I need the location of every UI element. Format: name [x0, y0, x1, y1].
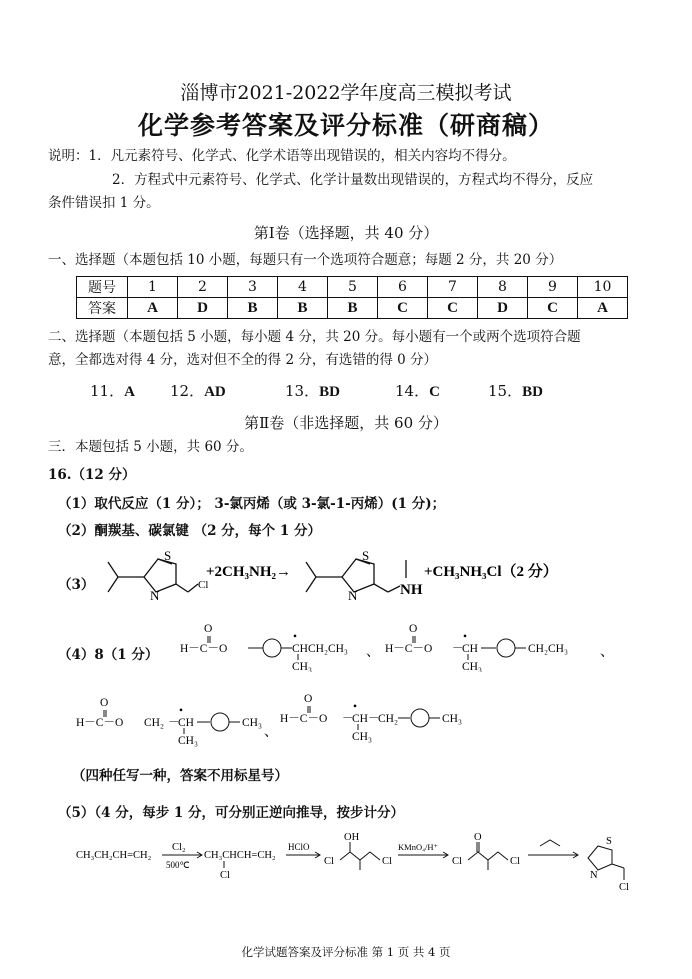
dash-label: － — [342, 713, 354, 725]
formate-group-label: H－C－O — [385, 643, 433, 655]
answer-cell: C — [428, 298, 478, 319]
q16-answer-2: （2）酮羰基、碳氯键 （2 分，每个 1 分） — [58, 523, 321, 539]
bond-line — [612, 864, 624, 868]
benzene-ring — [211, 713, 229, 731]
answer-cell: C — [378, 298, 428, 319]
section2-description-a: 二、选择题（本题包括 5 小题，每小题 4 分，共 20 分。每小题有一个或两个选项符合题 — [48, 329, 581, 345]
multi-answer-item — [90, 380, 135, 401]
hydroxyl-label: OH — [344, 832, 360, 843]
methyl-label: CH₃ — [242, 717, 262, 729]
answer-cell: A — [128, 298, 178, 319]
formate-group-label: H－C－O — [280, 713, 328, 725]
nh-label: NH — [400, 582, 423, 598]
question-number: 5 — [328, 277, 378, 298]
multi-answer-number: 11． — [90, 382, 125, 400]
table-header-number: 题号 — [77, 277, 128, 298]
sulfur-atom-label: S — [362, 548, 370, 563]
separator: 、 — [264, 725, 278, 740]
multi-answer-item — [395, 380, 440, 401]
isomer-structures-row-2 — [76, 692, 676, 752]
note-item-2b: 条件错误扣 1 分。 — [48, 195, 160, 211]
part2-heading: 第Ⅱ卷（非选择题，共 60 分） — [244, 414, 448, 432]
answer-cell: D — [478, 298, 528, 319]
note-item-1: 1．凡元素符号、化学式、化学术语等出现错误的，相关内容均不得分。 — [88, 148, 516, 164]
formate-group-label: H－C－O — [180, 643, 228, 655]
multi-answer-value: A — [124, 384, 135, 400]
notes-label: 说明： — [48, 148, 89, 164]
question-number: 7 — [428, 277, 478, 298]
reagent-text: +2CH₃NH₂→ — [206, 564, 292, 580]
answer-table — [76, 276, 628, 319]
chlorine-atom-label: Cl — [324, 856, 334, 867]
formate-group-label: H－C－O — [76, 717, 124, 729]
question-number: 6 — [378, 277, 428, 298]
part1-heading: 第Ⅰ卷（选择题，共 40 分） — [253, 224, 439, 242]
answer-cell: D — [178, 298, 228, 319]
carbon-chain — [340, 852, 380, 860]
isomer-structures-row-1 — [180, 620, 690, 672]
section1-description: 一、选择题（本题包括 10 小题，每题只有一个选项符合题意；每题 2 分，共 20 分） — [48, 252, 563, 268]
answer-cell: B — [278, 298, 328, 319]
condition-cl2: Cl₂ — [172, 842, 186, 853]
ethyl-label: CH₂CH₃ — [528, 643, 568, 655]
question-number: 4 — [278, 277, 328, 298]
methyl-label: CH₃ — [352, 731, 372, 743]
note-item-2a: 2．方程式中元素符号、化学式、化学计量数出现错误的，方程式均不得分，反应 — [112, 172, 594, 188]
ch-label: CH — [462, 643, 478, 655]
carbonyl-o-label: O — [100, 697, 109, 709]
question-16-title: 16.（12 分） — [48, 467, 136, 483]
nitrogen-atom-label: N — [348, 588, 358, 603]
separator: 、 — [600, 645, 614, 660]
section2-description-b: 意，全都选对得 4 分，选对但不全的得 2 分，有选错的得 0 分） — [48, 352, 438, 368]
carbonyl-o-label: O — [204, 623, 213, 635]
multi-answer-number: 13． — [285, 382, 320, 400]
stereocenter-dot: • — [179, 705, 184, 717]
question-number: 1 — [128, 277, 178, 298]
multi-answer-value: BD — [319, 384, 340, 400]
multi-answer-value: C — [429, 384, 440, 400]
separator: 、 — [366, 645, 380, 660]
benzene-ring — [263, 639, 281, 657]
benzene-ring — [411, 709, 429, 727]
answer-table-number-row — [77, 277, 628, 298]
multi-answer-item — [170, 380, 226, 401]
carbonyl-o-label: O — [409, 623, 418, 635]
methyl-label: CH₃ — [178, 735, 198, 747]
stereocenter-dot: • — [353, 701, 358, 713]
methyl-label: CH₃ — [442, 713, 462, 725]
sulfur-atom-label: S — [606, 836, 612, 847]
question-number: 10 — [578, 277, 628, 298]
carbonyl-o-label: O — [474, 832, 482, 843]
chlorine-atom-label: Cl — [452, 856, 462, 867]
dash-label: － — [452, 643, 464, 655]
condition-temperature: 500℃ — [166, 860, 190, 870]
chain-label: CHCH₂CH₃ — [292, 643, 348, 655]
question-number: 8 — [478, 277, 528, 298]
dash-label: － — [168, 717, 180, 729]
chlorine-atom-label: Cl — [510, 856, 520, 867]
multi-answer-number: 12． — [170, 382, 205, 400]
q16-reaction-3-diagram — [88, 542, 678, 610]
exam-title: 淄博市2021-2022学年度高三模拟考试 — [180, 82, 512, 104]
methyl-label: CH₃ — [462, 661, 482, 672]
condition-hclo: HClO — [288, 842, 310, 852]
page-subtitle: 化学参考答案及评分标准（研商稿） — [137, 111, 554, 140]
sulfur-atom-label: S — [164, 548, 172, 563]
multi-answer-number: 15． — [488, 382, 523, 400]
table-header-answer: 答案 — [77, 298, 128, 319]
question-number: 3 — [228, 277, 278, 298]
ch-label: CH — [352, 713, 368, 725]
ch2-label: CH₂ — [144, 717, 164, 729]
q16-answer-4-note: （四种任写一种，答案不用标星号） — [72, 768, 288, 784]
byproduct-text: +CH₃NH₃Cl（2 分） — [424, 564, 558, 580]
stereocenter-dot: • — [463, 631, 468, 643]
q16-answer-5-label: （5）（4 分，每步 1 分，可分别正逆向推导，按步计分） — [58, 805, 405, 821]
question-number: 2 — [178, 277, 228, 298]
nitrogen-atom-label: N — [590, 870, 598, 881]
route-intermediate-1: CH₃CHCH=CH₂ — [204, 850, 276, 861]
benzene-ring — [497, 639, 515, 657]
section3-description: 三．本题包括 5 小题，共 60 分。 — [48, 439, 253, 455]
methyl-label: CH₃ — [292, 661, 312, 672]
carbonyl-o-label: O — [304, 693, 313, 705]
route-start-material: CH₃CH₂CH=CH₂ — [76, 850, 152, 861]
synthesis-route-diagram — [76, 828, 686, 898]
condition-kmno4: KMnO₄/H⁺ — [398, 842, 439, 852]
multi-answer-item — [285, 380, 340, 401]
multi-answer-item — [488, 380, 543, 401]
nitrogen-atom-label: N — [150, 588, 160, 603]
answer-cell: A — [578, 298, 628, 319]
chlorine-atom-label: Cl — [382, 856, 392, 867]
q16-answer-4-label: （4）8（1 分） — [58, 647, 159, 663]
answer-cell: B — [228, 298, 278, 319]
ch-label: CH — [178, 717, 194, 729]
multi-answer-value: AD — [204, 384, 226, 400]
thiazole-ring — [588, 846, 612, 870]
carbon-chain — [468, 852, 508, 860]
stereocenter-dot: • — [293, 631, 298, 643]
multi-answer-value: BD — [522, 384, 543, 400]
intermediate-1-cl: Cl — [220, 870, 230, 881]
chlorine-atom-label: Cl — [619, 882, 629, 893]
answer-cell: C — [528, 298, 578, 319]
notes-line-1 — [48, 146, 516, 166]
dash-label: － — [368, 713, 380, 725]
page-footer: 化学试题答案及评分标准 第 1 页 共 4 页 — [241, 945, 451, 959]
answer-cell: B — [328, 298, 378, 319]
reagent-structure — [540, 840, 560, 846]
q16-answer-3-label: （3） — [58, 577, 95, 593]
answer-table-answer-row — [77, 298, 628, 319]
q16-answer-1: （1）取代反应（1 分）； 3-氯丙烯（或 3-氯-1-丙烯）(1 分)； — [58, 496, 446, 512]
ch2-label: CH₂ — [378, 713, 398, 725]
question-number: 9 — [528, 277, 578, 298]
multi-answer-number: 14． — [395, 382, 430, 400]
chlorine-atom-label: Cl — [198, 579, 209, 591]
